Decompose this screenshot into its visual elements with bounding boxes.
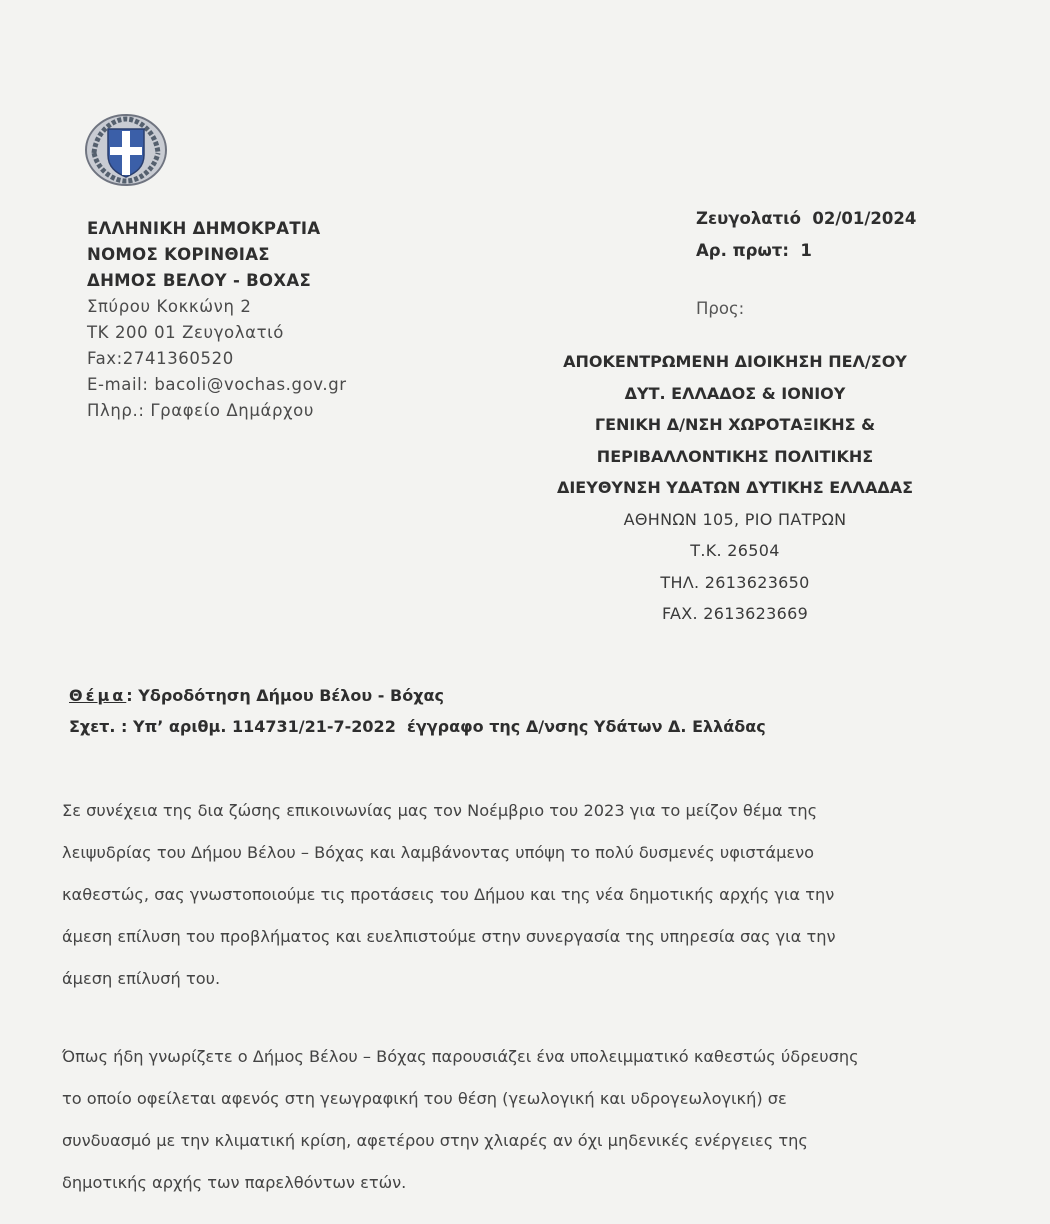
recipient-line: ΠΕΡΙΒΑΛΛΟΝΤΙΚΗΣ ΠΟΛΙΤΙΚΗΣ bbox=[596, 446, 874, 466]
paragraph-line: άμεση επίλυσή του. bbox=[62, 969, 221, 988]
greek-coat-of-arms-emblem bbox=[84, 113, 168, 187]
paragraph-line: λειψυδρίας του Δήμου Βέλου – Βόχας και λαμβάνοντας υπόψη το πολύ δυσμενές υφιστάμενο bbox=[62, 843, 815, 862]
recipient-line: ΓΕΝΙΚΗ Δ/ΝΣΗ ΧΩΡΟΤΑΞΙΚΗΣ & bbox=[594, 415, 876, 434]
sender-email: E-mail: bacoli@vochas.gov.gr bbox=[87, 375, 347, 394]
place-date: Ζευγολατιό 02/01/2024 bbox=[696, 209, 917, 228]
to-label: Προς: bbox=[696, 299, 745, 318]
paragraph-line: άμεση επίλυση του προβλήματος και ευελπιστούμε στην συνεργασία της υπηρεσία σας για την bbox=[62, 927, 836, 946]
paragraph-line: Όπως ήδη γνωρίζετε ο Δήμος Βέλου – Βόχας παρουσιάζει ένα υπολειμματικό καθεστώς ύδρευσης bbox=[62, 1047, 859, 1066]
recipient-line: ΔΙΕΥΘΥΝΣΗ ΥΔΑΤΩΝ ΔΥΤΙΚΗΣ ΕΛΛΑΔΑΣ bbox=[556, 478, 914, 497]
paragraph-line: Σε συνέχεια της δια ζώσης επικοινωνίας μας τον Νοέμβριο του 2023 για το μείζον θέμα της bbox=[62, 801, 818, 820]
sender-info: Πληρ.: Γραφείο Δημάρχου bbox=[87, 401, 314, 420]
protocol-number: Αρ. πρωτ: 1 bbox=[696, 241, 812, 260]
recipient-fax: FAX. 2613623669 bbox=[661, 604, 809, 623]
recipient-phone: ΤΗΛ. 2613623650 bbox=[660, 572, 810, 592]
sender-municipality: ΔΗΜΟΣ ΒΕΛΟΥ - ΒΟΧΑΣ bbox=[87, 271, 312, 290]
subject-text: Υδροδότηση Δήμου Βέλου - Βόχας bbox=[138, 686, 444, 705]
subject-block bbox=[69, 680, 766, 742]
sender-fax: Fax:2741360520 bbox=[87, 349, 234, 368]
recipient-block bbox=[520, 346, 950, 630]
paragraph-line: το οποίο οφείλεται αφενός στη γεωγραφική του θέση (γεωλογική και υδρογεωλογική) σε bbox=[62, 1089, 787, 1108]
recipient-address: ΑΘΗΝΩΝ 105, ΡΙΟ ΠΑΤΡΩΝ bbox=[623, 509, 847, 529]
subject-label: Θέμα bbox=[69, 686, 127, 705]
sender-address: Σπύρου Κοκκώνη 2 bbox=[87, 297, 252, 316]
paragraph-line: συνδυασμό με την κλιματική κρίση, αφετέρου στην χλιαρές αν όχι μηδενικές ενέργειες της bbox=[62, 1131, 808, 1150]
sender-prefecture: ΝΟΜΟΣ ΚΟΡΙΝΘΙΑΣ bbox=[87, 245, 270, 264]
sender-postal: ΤΚ 200 01 Ζευγολατιό bbox=[87, 323, 285, 342]
paragraph-line: καθεστώς, σας γνωστοποιούμε τις προτάσεις του Δήμου και της νέα δημοτικής αρχής για την bbox=[62, 885, 835, 904]
recipient-line: ΑΠΟΚΕΝΤΡΩΜΕΝΗ ΔΙΟΙΚΗΣΗ ΠΕΛ/ΣΟΥ bbox=[563, 352, 907, 371]
sender-country: ΕΛΛΗΝΙΚΗ ΔΗΜΟΚΡΑΤΙΑ bbox=[87, 219, 321, 238]
paragraph-line: δημοτικής αρχής των παρελθόντων ετών. bbox=[62, 1173, 407, 1192]
paragraph-1 bbox=[62, 790, 967, 1000]
recipient-postal: Τ.Κ. 26504 bbox=[690, 541, 780, 560]
letter-meta bbox=[696, 203, 916, 267]
subject-line: Θέμα: Υδροδότηση Δήμου Βέλου - Βόχας bbox=[69, 686, 444, 705]
paragraph-2 bbox=[62, 1036, 967, 1204]
reference-line: Σχετ. : Υπ’ αριθμ. 114731/21-7-2022 έγγραφο της Δ/νσης Υδάτων Δ. Ελλάδας bbox=[69, 717, 766, 736]
recipient-line: ΔΥΤ. ΕΛΛΑΔΟΣ & ΙΟΝΙΟΥ bbox=[624, 383, 846, 403]
sender-block bbox=[87, 216, 347, 424]
